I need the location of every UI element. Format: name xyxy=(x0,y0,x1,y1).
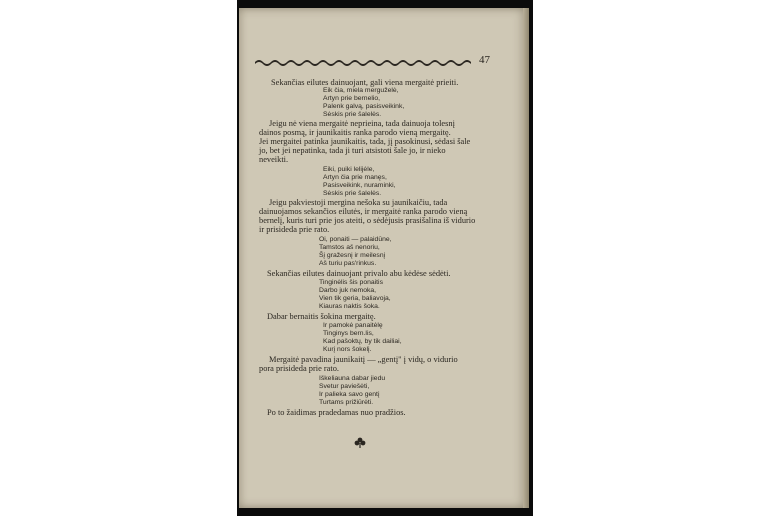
prose-line: jo, bet jei nepatinka, tada ji turi atsistoti šale jo, ir nieko xyxy=(259,146,446,155)
verse-line: Vien tik geria, baliavoja, xyxy=(319,295,391,302)
verse-line: Darbo juk nemoka, xyxy=(319,287,377,294)
verse-line: Kiauras naktis šoka. xyxy=(319,303,380,310)
book-page xyxy=(239,8,529,508)
prose-line: Sekančias eilutes dainuojant, gali viena mergaitė prieiti. xyxy=(271,78,459,87)
prose-line: Jeigu nė viena mergaitė neprieina, tada dainuoja tolesnį xyxy=(269,119,455,128)
prose-line: dainuojamos sekančios eilutės, ir mergaitė ranka parodo vieną xyxy=(259,207,468,216)
prose-line: Sekančias eilutes dainuojant privalo abu kėdėse sėdėti. xyxy=(267,269,451,278)
verse-line: Oi, ponaiti — palaidūne, xyxy=(319,236,392,243)
ornament-rule-icon xyxy=(253,56,475,68)
verse-line: Kad pašoktų, by tik dailiai, xyxy=(323,338,402,345)
page-spine-shadow xyxy=(523,8,529,508)
prose-line: dainos posmą, ir jaunikaitis ranka parodo vieną mergaitę. xyxy=(259,128,451,137)
verse-line: Aš turiu pas'rinkus. xyxy=(319,260,377,267)
prose-line: Jeigu pakviestoji mergina nešoka su jaunikaičiu, tada xyxy=(269,198,448,207)
verse-line: Tinginys bern.lis, xyxy=(323,330,374,337)
page-number: 47 xyxy=(479,54,490,66)
verse-line: Turtams prižiūrėti. xyxy=(319,399,374,406)
verse-line: Sėskis prie šalelės. xyxy=(323,111,382,118)
verse-line: Eik čia, miela merguželė, xyxy=(323,87,399,94)
prose-line: neveikti. xyxy=(259,155,289,164)
verse-line: Tinginėlis šis ponaitis xyxy=(319,279,383,286)
verse-line: Palenk galvą, pasisveikink, xyxy=(323,103,405,110)
prose-line: pora prisideda prie rato. xyxy=(259,364,339,373)
verse-line: Šį gražesnį ir meilesnį xyxy=(319,252,386,259)
verse-line: Eiki, puiki lelijėle, xyxy=(323,166,375,173)
verse-line: Pasisveikink, nuraminki, xyxy=(323,182,396,189)
verse-line: Iškeliauna dabar jiedu xyxy=(319,375,386,382)
verse-line: Tamstos aš nenoriu, xyxy=(319,244,380,251)
prose-line: bernelį, kuris turi prie jos ateiti, o sėdėjusis prasišalina iš vidurio xyxy=(259,216,476,225)
verse-line: Ir palieka savo gentį xyxy=(319,391,380,398)
prose-line: Jei mergaitei patinka jaunikaitis, tada, jį pasokinusi, sėdasi šale xyxy=(259,137,471,146)
verse-line: Ir pamokė panaitėlę xyxy=(323,322,383,329)
clover-ornament-icon xyxy=(354,437,366,449)
prose-line: Dabar bernaitis šokina mergaitę. xyxy=(267,312,376,321)
verse-line: Kurį nors šokelį. xyxy=(323,346,372,353)
verse-line: Svetur paviešėti, xyxy=(319,383,370,390)
verse-line: Sėskis prie šalelės. xyxy=(323,190,382,197)
prose-line: Po to žaidimas pradedamas nuo pradžios. xyxy=(267,408,406,417)
verse-line: Artyn prie bernelio, xyxy=(323,95,381,102)
prose-line: ir prisideda prie rato. xyxy=(259,225,330,234)
prose-line: Mergaitė pavadina jaunikaitį — „gentį" į vidų, o vidurio xyxy=(269,355,458,364)
verse-line: Artyn čia prie manęs, xyxy=(323,174,387,181)
